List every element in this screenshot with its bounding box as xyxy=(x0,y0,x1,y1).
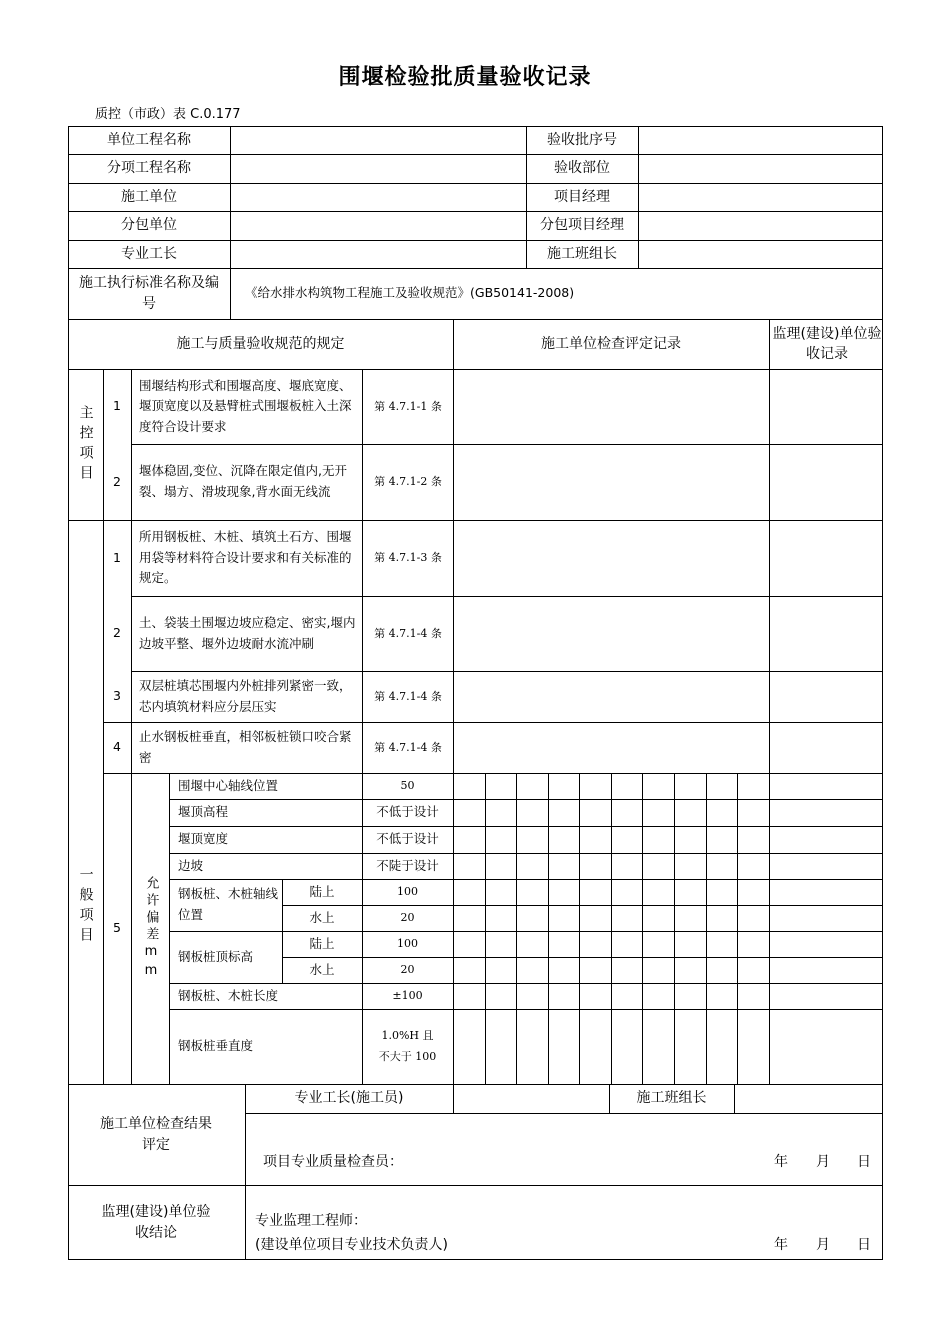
general-item-clause: 第 4.7.1-3 条 xyxy=(374,551,442,564)
general-item-desc: 土、袋装土围堰边坡应稳定、密实,堰内边坡平整、堰外边坡耐水流冲刷 xyxy=(139,614,356,651)
qc-inspector-label: 项目专业质量检查员： xyxy=(263,1153,403,1170)
general-item-clause: 第 4.7.1-4 条 xyxy=(374,740,442,754)
supervisor-label: 专业监理工程师： xyxy=(255,1212,367,1229)
tolerance-item-no: 5 xyxy=(113,920,121,936)
tolerance-value: 50 xyxy=(400,779,415,792)
main-item-no: 1 xyxy=(113,398,121,414)
unit-project-label: 单位工程名称 xyxy=(107,131,191,148)
general-item-desc: 所用钢板桩、木桩、填筑土石方、围堰用袋等材料符合设计要求和有关标准的规定。 xyxy=(139,529,352,586)
main-item-desc: 围堰结构形式和围堰高度、堰底宽度、堰顶宽度以及悬臂桩式围堰板桩入土深度符合设计要求 xyxy=(139,377,352,434)
general-item-clause: 第 4.7.1-4 条 xyxy=(374,626,442,640)
contractor-result-label: 施工单位检查结果评定 xyxy=(100,1116,212,1153)
month-label: 月 xyxy=(816,1153,830,1170)
general-items-label: 一般项目 xyxy=(77,867,94,947)
supervision-header: 监理(建设)单位验收记录 xyxy=(772,325,882,362)
year-label: 年 xyxy=(774,1153,788,1170)
tolerance-name: 钢板桩垂直度 xyxy=(178,1038,254,1054)
main-item-no: 2 xyxy=(113,473,121,489)
tolerance-name: 边坡 xyxy=(178,857,204,873)
tolerance-value: ±100 xyxy=(392,989,423,1002)
form-number: 质控（市政）表 C.0.177 xyxy=(95,107,241,122)
foreman-label: 专业工长 xyxy=(121,245,177,262)
team-leader-label: 施工班组长 xyxy=(547,245,617,262)
general-item-clause: 第 4.7.1-4 条 xyxy=(374,689,442,703)
tolerance-value: 1.0%H 且不大于 100 xyxy=(378,1028,437,1063)
general-item-desc: 双层桩填芯围堰内外桩排列紧密一致，芯内填筑材料应分层压实 xyxy=(139,677,352,714)
project-manager-label: 项目经理 xyxy=(554,188,610,205)
day-label: 日 xyxy=(857,1236,871,1253)
batch-no-label: 验收批序号 xyxy=(547,131,617,148)
tolerance-value: 100 xyxy=(397,885,418,898)
inspection-form xyxy=(68,126,883,1260)
tolerance-name: 堰顶高程 xyxy=(178,804,229,820)
tolerance-value: 不陡于设计 xyxy=(376,857,439,873)
tolerance-name: 围堰中心轴线位置 xyxy=(178,777,279,793)
tolerance-name: 钢板桩、木桩长度 xyxy=(178,987,279,1003)
tolerance-label: 允许偏差mm xyxy=(143,875,159,982)
day-label: 日 xyxy=(857,1153,871,1170)
year-label: 年 xyxy=(774,1236,788,1253)
owner-tech-label: (建设单位项目专业技术负责人) xyxy=(255,1236,448,1253)
page-title: 围堰检验批质量验收记录 xyxy=(338,65,592,90)
tolerance-value: 20 xyxy=(400,911,415,924)
tolerance-sub-name: 陆上 xyxy=(309,935,335,951)
standard-value: 《给水排水构筑物工程施工及验收规范》(GB50141-2008) xyxy=(245,285,575,301)
general-item-desc: 止水钢板桩垂直，相邻板桩锁口咬合紧密 xyxy=(139,728,352,765)
month-label: 月 xyxy=(816,1236,830,1253)
general-item-no: 2 xyxy=(113,625,121,641)
tolerance-value: 20 xyxy=(400,963,415,976)
contractor-label: 施工单位 xyxy=(121,188,177,205)
sub-pm-label: 分包项目经理 xyxy=(540,217,624,234)
foreman-worker-label: 专业工长(施工员) xyxy=(294,1090,404,1107)
tolerance-sub-name: 陆上 xyxy=(309,883,335,899)
main-item-clause: 第 4.7.1-2 条 xyxy=(374,475,442,488)
standard-label: 施工执行标准名称及编号 xyxy=(79,275,219,312)
tolerance-value: 不低于设计 xyxy=(376,804,439,820)
spec-header: 施工与质量验收规范的规定 xyxy=(176,335,345,352)
tolerance-name: 钢板桩、木桩轴线位置 xyxy=(178,886,279,922)
main-item-clause: 第 4.7.1-1 条 xyxy=(374,399,442,413)
tolerance-name: 钢板桩顶标高 xyxy=(178,948,254,964)
general-item-no: 4 xyxy=(113,739,121,755)
team-leader-footer-label: 施工班组长 xyxy=(636,1090,707,1107)
main-item-desc: 堰体稳固,变位、沉降在限定值内,无开裂、塌方、滑坡现象,背水面无线流 xyxy=(139,463,347,499)
tolerance-value: 100 xyxy=(397,937,418,950)
location-label: 验收部位 xyxy=(554,160,610,177)
check-record-header: 施工单位检查评定记录 xyxy=(541,335,681,352)
general-item-no: 3 xyxy=(113,688,121,704)
sub-project-label: 分项工程名称 xyxy=(107,160,191,177)
tolerance-name: 堰顶宽度 xyxy=(178,831,229,847)
general-item-no: 1 xyxy=(113,549,121,565)
main-items-label: 主控项目 xyxy=(77,404,94,485)
supervision-conclusion-label: 监理(建设)单位验收结论 xyxy=(101,1204,211,1241)
tolerance-sub-name: 水上 xyxy=(309,961,335,977)
tolerance-sub-name: 水上 xyxy=(309,909,335,925)
subcontractor-label: 分包单位 xyxy=(121,217,177,234)
tolerance-value: 不低于设计 xyxy=(376,831,439,847)
